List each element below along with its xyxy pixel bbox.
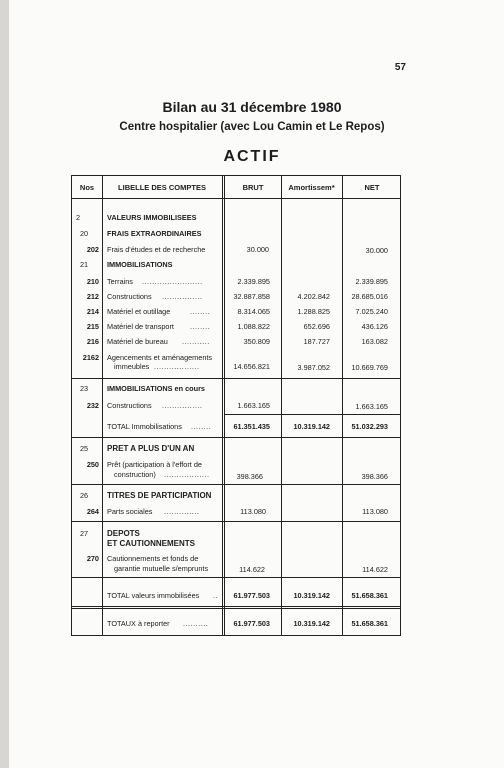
account-label: VALEURS IMMOBILISEES — [107, 213, 197, 222]
brut-value: 113.080 — [240, 507, 266, 516]
account-number: 2162 — [82, 353, 99, 362]
col-header-no: Nos — [79, 183, 95, 192]
row-separator — [72, 378, 400, 379]
total-label: TOTAL valeurs immobilisées — [107, 591, 200, 600]
net-value: 7.025.240 — [355, 307, 388, 316]
col-header-net: NET — [364, 183, 380, 192]
net-value: 1.663.165 — [355, 402, 388, 411]
account-number: 21 — [80, 260, 89, 269]
account-label: Matériel de transport — [107, 322, 174, 331]
account-number: 212 — [86, 292, 99, 301]
balance-table — [71, 175, 401, 636]
document-title: Bilan au 31 décembre 1980 — [162, 99, 342, 115]
account-label-continued: construction) — [114, 470, 156, 479]
leader-dots: ................ — [162, 401, 203, 410]
brut-value: 32.887.858 — [233, 292, 270, 301]
leader-dots: .............. — [164, 507, 200, 516]
account-label: TITRES DE PARTICIPATION — [107, 491, 212, 500]
account-number: 20 — [80, 229, 89, 238]
account-number: 25 — [80, 444, 89, 453]
amortissement-value: 10.319.142 — [293, 591, 330, 600]
net-value: 51.032.293 — [351, 422, 388, 431]
row-separator — [72, 484, 400, 485]
account-number: 232 — [86, 401, 99, 410]
col-header-amortissement: Amortissem* — [288, 183, 335, 192]
net-value: 51.658.361 — [351, 619, 388, 628]
net-value: 10.669.769 — [351, 363, 388, 372]
amortissement-value: 10.319.142 — [293, 619, 330, 628]
account-label-continued: ET CAUTIONNEMENTS — [107, 539, 195, 548]
net-value: 436.126 — [361, 322, 388, 331]
account-label: PRET A PLUS D'UN AN — [107, 444, 195, 453]
net-value: 398.366 — [361, 472, 388, 481]
account-number: 215 — [86, 322, 99, 331]
account-label: DEPOTS — [107, 529, 140, 538]
leader-dots: ........ — [190, 322, 211, 331]
account-label-continued: immeubles — [114, 362, 150, 371]
account-label: Matériel et outillage — [107, 307, 171, 316]
col-divider — [102, 176, 103, 635]
row-separator — [72, 577, 400, 578]
leader-dots: ........................ — [142, 277, 203, 286]
brut-value: 8.314.065 — [237, 307, 270, 316]
account-label: FRAIS EXTRAORDINAIRES — [107, 229, 202, 238]
page-spine — [0, 0, 9, 768]
account-label: IMMOBILISATIONS en cours — [107, 384, 205, 393]
col-divider — [222, 176, 225, 635]
account-label: Matériel de bureau — [107, 337, 168, 346]
net-value: 28.685.016 — [351, 292, 388, 301]
account-number: 216 — [86, 337, 99, 346]
account-label: Parts sociales — [107, 507, 153, 516]
account-label: Agencements et aménagements — [107, 353, 213, 362]
table-header — [72, 176, 400, 199]
account-label: Prêt (participation à l'effort de — [107, 460, 202, 469]
brut-value: 114.622 — [239, 565, 265, 574]
subtotal-line — [224, 414, 400, 415]
leader-dots: ........ — [191, 422, 212, 431]
brut-value: 30.000 — [246, 245, 269, 254]
leader-dots: .................. — [154, 362, 200, 371]
net-value: 163.082 — [361, 337, 388, 346]
brut-value: 61.351.435 — [233, 422, 270, 431]
col-header-libelle: LIBELLE DES COMPTES — [118, 183, 206, 192]
page-number: 57 — [394, 62, 406, 73]
row-separator — [72, 521, 400, 522]
amortissement-value: 3.987.052 — [297, 363, 330, 372]
account-number: 26 — [80, 491, 89, 500]
total-label: TOTAL Immobilisations — [107, 422, 182, 431]
net-value: 51.658.361 — [351, 591, 388, 600]
amortissement-value: 4.202.842 — [297, 292, 330, 301]
account-label: Cautionnements et fonds de — [107, 554, 199, 563]
brut-value: 398.366 — [236, 472, 263, 481]
row-separator — [72, 608, 400, 609]
account-number: 202 — [86, 245, 99, 254]
leader-dots: .................. — [164, 470, 210, 479]
col-divider — [281, 176, 282, 635]
leader-dots: .. — [213, 591, 219, 600]
amortissement-value: 1.288.825 — [297, 307, 330, 316]
brut-value: 61.977.503 — [233, 591, 270, 600]
col-header-brut: BRUT — [242, 183, 264, 192]
document-subtitle: Centre hospitalier (avec Lou Camin et Le Repos) — [119, 121, 385, 133]
total-label: TOTAUX à reporter — [107, 619, 170, 628]
brut-value: 1.088.822 — [237, 322, 270, 331]
account-number: 2 — [76, 213, 81, 222]
brut-value: 2.339.895 — [237, 277, 270, 286]
col-divider — [342, 176, 343, 635]
leader-dots: .......... — [183, 619, 209, 628]
net-value: 113.080 — [362, 507, 388, 516]
account-label: Constructions — [107, 292, 152, 301]
row-separator — [72, 437, 400, 438]
net-value: 2.339.895 — [355, 277, 388, 286]
account-label: Frais d'études et de recherche — [107, 245, 206, 254]
account-number: 214 — [86, 307, 99, 316]
brut-value: 1.663.165 — [237, 401, 270, 410]
account-number: 27 — [80, 529, 89, 538]
leader-dots: ................ — [162, 292, 203, 301]
account-number: 270 — [86, 554, 99, 563]
brut-value: 350.809 — [243, 337, 270, 346]
section-heading: ACTIF — [223, 148, 281, 165]
account-number: 250 — [86, 460, 99, 469]
account-label: Terrains — [107, 277, 133, 286]
brut-value: 14.656.821 — [233, 362, 270, 371]
brut-value: 61.977.503 — [233, 619, 270, 628]
account-number: 23 — [80, 384, 89, 393]
leader-dots: ........... — [182, 337, 210, 346]
account-label: Constructions — [107, 401, 152, 410]
row-separator — [72, 606, 400, 607]
account-number: 264 — [86, 507, 99, 516]
account-label: IMMOBILISATIONS — [107, 260, 173, 269]
amortissement-value: 652.696 — [303, 322, 330, 331]
account-label-continued: garantie mutuelle s/emprunts — [114, 564, 209, 573]
amortissement-value: 187.727 — [303, 337, 330, 346]
account-number: 210 — [86, 277, 99, 286]
leader-dots: ........ — [190, 307, 211, 316]
amortissement-value: 10.319.142 — [293, 422, 330, 431]
net-value: 114.622 — [362, 565, 388, 574]
net-value: 30.000 — [365, 246, 388, 255]
